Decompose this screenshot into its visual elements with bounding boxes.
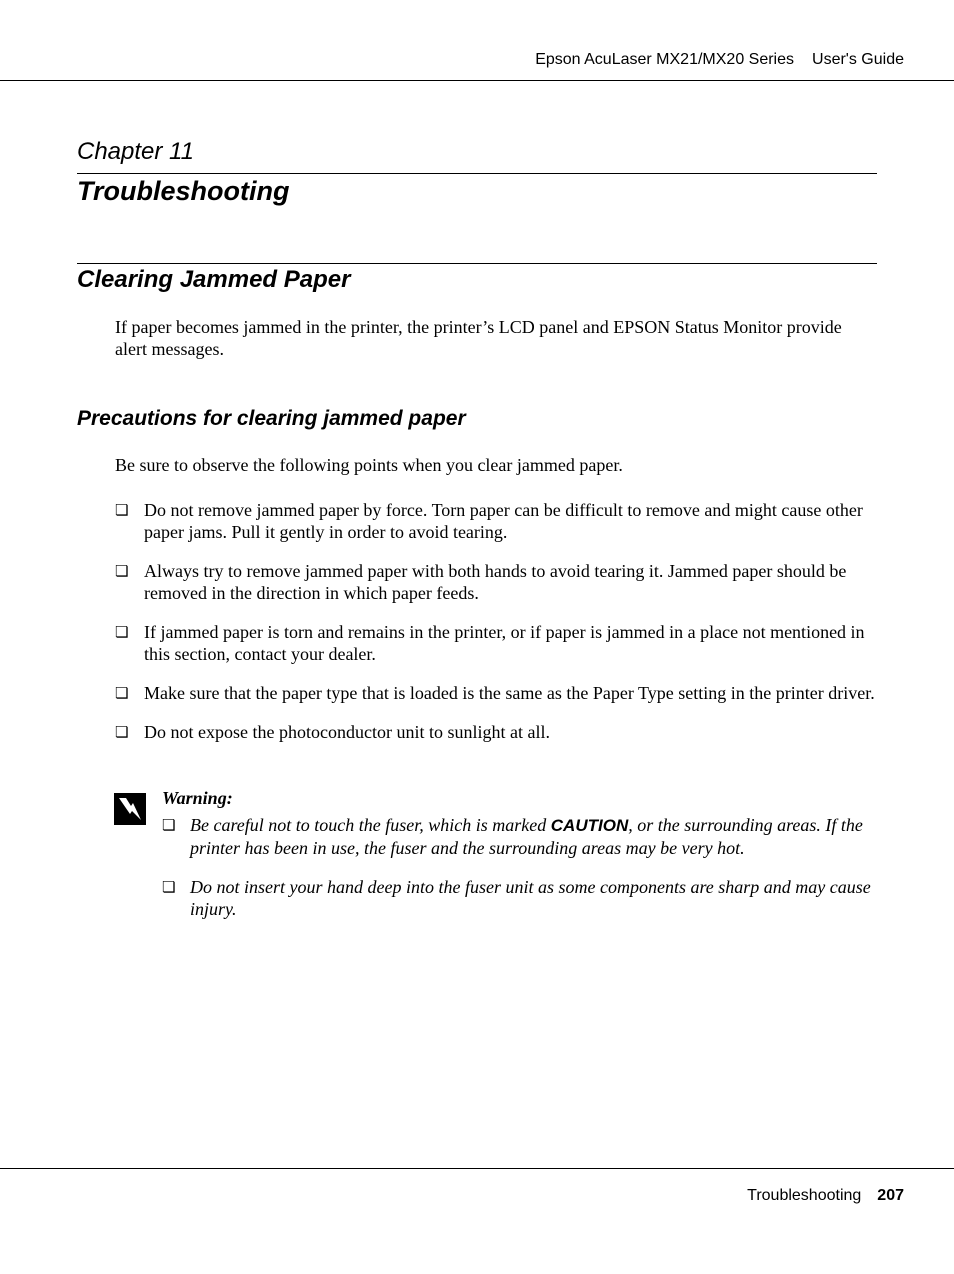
- list-item: [115, 682, 877, 704]
- checkbox-bullet-icon: ❏: [115, 623, 129, 641]
- caution-label: CAUTION: [550, 816, 629, 835]
- section-rule: [77, 263, 877, 264]
- list-item-text: Make sure that the paper type that is loaded is the same as the Paper Type setting in the printer driver.: [144, 683, 875, 703]
- checkbox-bullet-icon: ❏: [162, 816, 176, 834]
- warning-item: [162, 814, 877, 859]
- list-item: [115, 721, 877, 743]
- checkbox-bullet-icon: ❏: [162, 878, 176, 896]
- subsection-title: Precautions for clearing jammed paper: [77, 407, 466, 430]
- checkbox-bullet-icon: ❏: [115, 723, 129, 741]
- list-item: [115, 560, 877, 604]
- list-item-text: If jammed paper is torn and remains in the printer, or if paper is jammed in a place not mentioned in this section, contact your dealer.: [144, 622, 865, 664]
- list-item: [115, 499, 877, 543]
- page-header: [535, 51, 904, 69]
- chapter-title: Troubleshooting: [77, 176, 290, 206]
- warning-lightning-icon: [114, 793, 146, 825]
- subsection-intro: Be sure to observe the following points when you clear jammed paper.: [115, 455, 623, 475]
- list-item-text: Do not expose the photoconductor unit to sunlight at all.: [144, 722, 550, 742]
- list-item-text: Always try to remove jammed paper with both hands to avoid tearing it. Jammed paper should be removed in the direction in which paper feeds.: [144, 561, 847, 603]
- list-item-text: Do not remove jammed paper by force. Torn paper can be difficult to remove and might cause other paper jams. Pull it gently in order to avoid tearing.: [144, 500, 863, 542]
- page-number: 207: [877, 1187, 904, 1204]
- list-item: [115, 621, 877, 665]
- footer-section: Troubleshooting: [747, 1187, 862, 1204]
- checkbox-bullet-icon: ❏: [115, 562, 129, 580]
- header-guide: User's Guide: [812, 51, 904, 68]
- footer-rule: [0, 1168, 954, 1169]
- header-rule: [0, 80, 954, 81]
- header-product: Epson AcuLaser MX21/MX20 Series: [535, 51, 795, 68]
- warning-item-text-end: , or the surrounding areas. If the printer has been in use, the fuser and the surrounding areas may be very hot.: [190, 815, 863, 858]
- warning-heading: Warning:: [162, 788, 233, 808]
- precautions-list: [115, 499, 877, 760]
- checkbox-bullet-icon: ❏: [115, 501, 129, 519]
- checkbox-bullet-icon: ❏: [115, 684, 129, 702]
- warning-list: [162, 814, 877, 937]
- chapter-label: Chapter 11: [77, 138, 194, 165]
- warning-item: [162, 876, 877, 920]
- section-title: Clearing Jammed Paper: [77, 266, 351, 293]
- chapter-rule: [77, 173, 877, 174]
- warning-item-text: Do not insert your hand deep into the fuser unit as some components are sharp and may cause injury.: [190, 877, 871, 919]
- page-footer: [747, 1187, 904, 1205]
- section-intro: If paper becomes jammed in the printer, the printer’s LCD panel and EPSON Status Monitor provide alert messages.: [115, 317, 842, 359]
- warning-item-text-start: Be careful not to touch the fuser, which is marked: [190, 815, 551, 835]
